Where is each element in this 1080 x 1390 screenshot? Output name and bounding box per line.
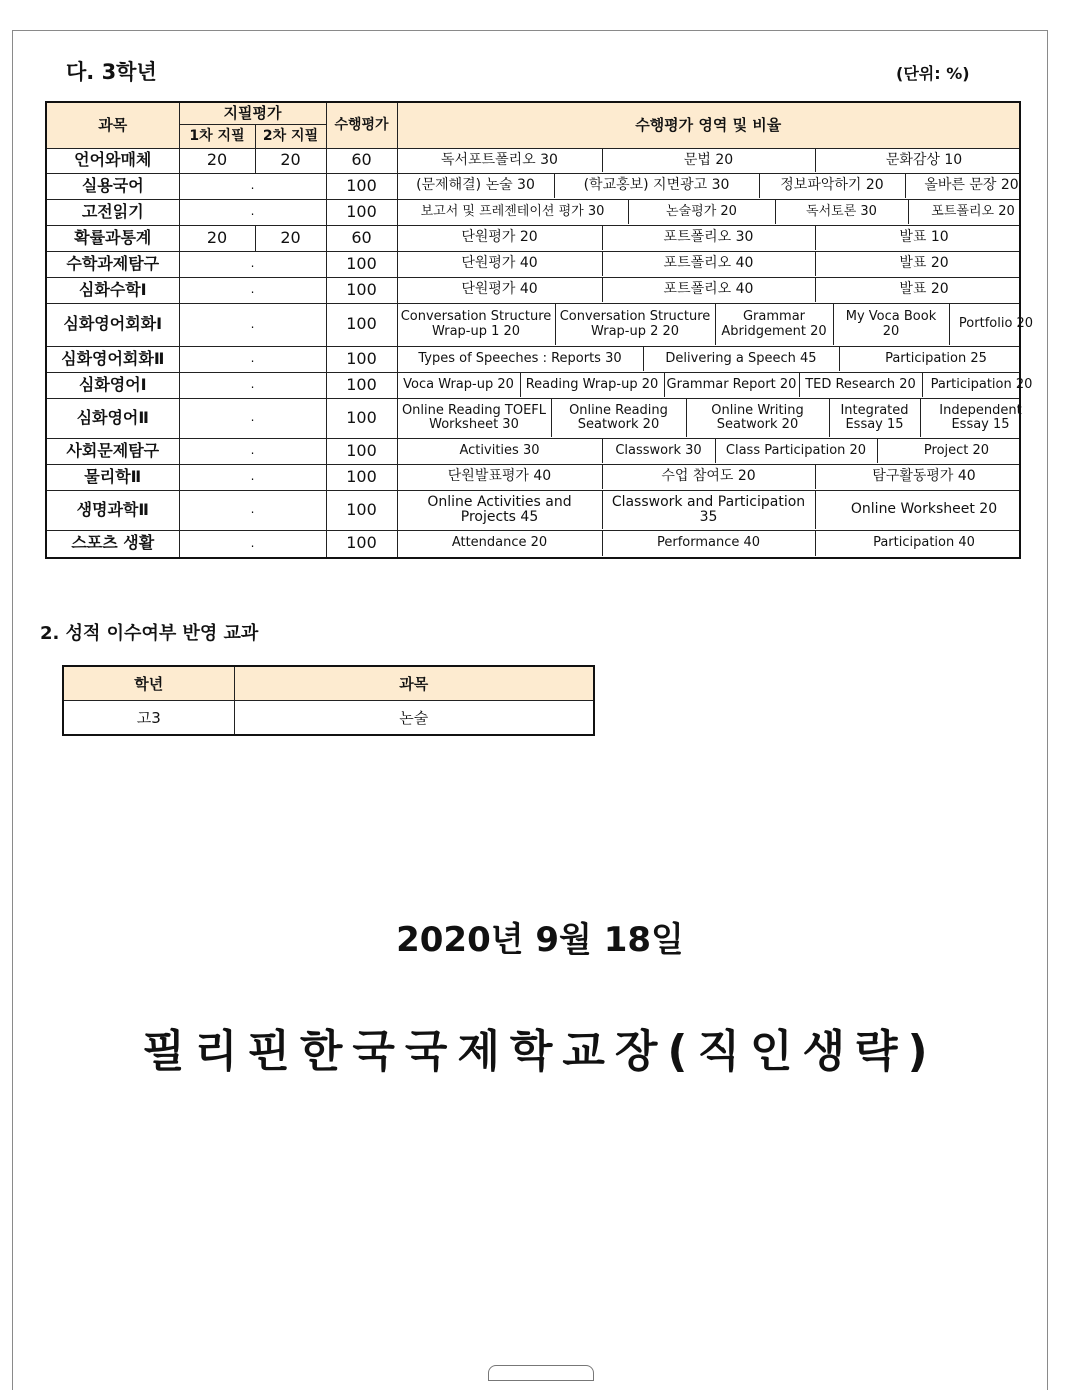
area-item: 탐구활동평가 40 <box>815 465 1033 489</box>
subject-cell: 수학과제탐구 <box>46 251 179 277</box>
subject-cell: 사회문제탐구 <box>46 438 179 464</box>
areas-cell <box>397 346 1020 372</box>
area-item: 문법 20 <box>602 149 815 172</box>
area-item: 포트폴리오 20 <box>908 200 1038 224</box>
performance-cell: 100 <box>326 251 397 277</box>
written-merged-cell: . <box>179 277 326 303</box>
performance-cell: 100 <box>326 199 397 225</box>
area-item: Reading Wrap-up 20 <box>520 373 664 397</box>
area-item: Conversation Structure Wrap-up 2 20 <box>555 304 715 345</box>
written-merged-cell: . <box>179 464 326 490</box>
subject-cell: 심화영어Ⅱ <box>46 398 179 438</box>
area-item: Participation 20 <box>922 373 1041 397</box>
area-item: 보고서 및 프레젠테이션 평가 30 <box>420 203 605 219</box>
area-item: Classwork 30 <box>602 439 715 463</box>
grade-row <box>46 225 1020 251</box>
area-item: 발표 20 <box>815 278 1033 302</box>
area-item: 독서토론 30 <box>775 200 908 224</box>
written-merged-cell: . <box>179 398 326 438</box>
performance-cell: 100 <box>326 464 397 490</box>
grade-table <box>45 101 1034 559</box>
header-first-written: 1차 지필 <box>179 124 255 148</box>
area-item: 단원발표평가 40 <box>447 468 552 485</box>
area-item: 발표 20 <box>815 252 1033 276</box>
performance-cell: 100 <box>326 398 397 438</box>
performance-cell: 60 <box>326 148 397 173</box>
areas-cell <box>397 398 1020 438</box>
grade-row <box>46 490 1020 530</box>
area-item: 논술평가 20 <box>628 200 775 224</box>
area-item: Online Activities and Projects 45 <box>427 493 572 525</box>
grade-row <box>46 173 1020 199</box>
written-merged-cell: . <box>179 251 326 277</box>
area-item: (문제해결) 논술 30 <box>416 177 535 194</box>
area-item: Performance 40 <box>602 531 815 556</box>
areas-cell <box>397 490 1020 530</box>
second-written-cell: 20 <box>255 225 326 251</box>
subject-cell: 물리학Ⅱ <box>46 464 179 490</box>
principal-signature-line: 필리핀한국국제학교장(직인생략) <box>142 1026 938 1077</box>
area-item: 문화감상 10 <box>815 149 1033 172</box>
area-item: Online Worksheet 20 <box>815 491 1033 529</box>
header-performance: 수행평가 <box>326 102 397 148</box>
performance-cell: 100 <box>326 438 397 464</box>
credit-cell-grade: 고3 <box>63 701 234 736</box>
area-item: 올바른 문장 20 <box>905 174 1038 198</box>
grade-row <box>46 464 1020 490</box>
header-areas: 수행평가 영역 및 비율 <box>397 102 1020 148</box>
credit-cell-subject: 논술 <box>234 701 594 736</box>
areas-cell <box>397 251 1020 277</box>
header-subject: 과목 <box>46 102 179 148</box>
section2-title: 2. 성적 이수여부 반영 교과 <box>40 623 259 644</box>
areas-cell <box>397 438 1020 464</box>
area-item: 정보파악하기 20 <box>759 174 905 198</box>
grade-row <box>46 346 1020 372</box>
areas-cell <box>397 464 1020 490</box>
written-merged-cell: . <box>179 173 326 199</box>
subject-cell: 고전읽기 <box>46 199 179 225</box>
subject-cell: 심화영어Ⅰ <box>46 372 179 398</box>
area-item: Types of Speeches : Reports 30 <box>418 350 622 366</box>
credit-table <box>62 665 595 736</box>
written-merged-cell: . <box>179 199 326 225</box>
grade-row <box>46 438 1020 464</box>
area-item: 포트폴리오 30 <box>602 226 815 250</box>
area-item: 단원평가 40 <box>461 281 538 298</box>
area-item: Conversation Structure Wrap-up 1 20 <box>400 309 552 339</box>
grade-row <box>46 199 1020 225</box>
area-item: Grammar Report 20 <box>664 373 799 397</box>
area-item: Online Writing Seatwork 20 <box>686 399 829 437</box>
area-item: Online Reading Seatwork 20 <box>551 399 686 437</box>
subject-cell: 확률과통계 <box>46 225 179 251</box>
grade-row <box>46 277 1020 303</box>
grade-row <box>46 251 1020 277</box>
areas-cell <box>397 372 1033 398</box>
subject-cell: 심화영어회화Ⅱ <box>46 346 179 372</box>
area-item: 단원평가 40 <box>461 255 538 272</box>
area-item: Classwork and Participation 35 <box>602 491 815 529</box>
written-merged-cell: . <box>179 303 326 346</box>
area-item: Attendance 20 <box>451 535 548 551</box>
written-merged-cell: . <box>179 372 326 398</box>
first-written-cell: 20 <box>179 225 255 251</box>
second-written-cell: 20 <box>255 148 326 173</box>
grade-row <box>46 372 1020 398</box>
page-tab-handle <box>488 1365 594 1381</box>
unit-label: (단위: %) <box>896 64 970 83</box>
subject-cell: 스포츠 생활 <box>46 530 179 558</box>
performance-cell: 100 <box>326 277 397 303</box>
area-item: Activities 30 <box>459 442 540 458</box>
grade-row <box>46 303 1020 346</box>
areas-cell <box>397 148 1020 173</box>
area-item: Online Reading TOEFL Worksheet 30 <box>401 402 547 432</box>
areas-cell <box>397 530 1020 558</box>
area-item: Project 20 <box>877 439 1036 463</box>
performance-cell: 100 <box>326 173 397 199</box>
performance-cell: 100 <box>326 490 397 530</box>
grade-row <box>46 398 1020 438</box>
performance-cell: 100 <box>326 303 397 346</box>
area-item: 단원평가 20 <box>461 229 538 246</box>
performance-cell: 100 <box>326 372 397 398</box>
written-merged-cell: . <box>179 346 326 372</box>
area-item: Integrated Essay 15 <box>829 399 920 437</box>
grade-row <box>46 530 1020 558</box>
areas-cell <box>397 303 1034 346</box>
subject-cell: 심화영어회화Ⅰ <box>46 303 179 346</box>
areas-cell <box>397 225 1020 251</box>
area-item: (학교홍보) 지면광고 30 <box>554 174 759 198</box>
area-item: Class Participation 20 <box>715 439 877 463</box>
grade-row <box>46 148 1020 173</box>
section-title: 다. 3학년 <box>66 60 157 84</box>
credit-header-grade: 학년 <box>63 666 234 701</box>
area-item: Portfolio 20 <box>949 304 1043 345</box>
area-item: TED Research 20 <box>799 373 922 397</box>
performance-cell: 100 <box>326 346 397 372</box>
areas-cell <box>397 173 1020 199</box>
performance-cell: 60 <box>326 225 397 251</box>
credit-header-subject: 과목 <box>234 666 594 701</box>
header-second-written: 2차 지필 <box>255 124 326 148</box>
subject-cell: 생명과학Ⅱ <box>46 490 179 530</box>
first-written-cell: 20 <box>179 148 255 173</box>
area-item: Independent Essay 15 <box>920 399 1041 437</box>
area-item: 수업 참여도 20 <box>602 465 815 489</box>
area-item: Voca Wrap-up 20 <box>403 376 514 392</box>
written-merged-cell: . <box>179 438 326 464</box>
header-written: 지필평가 <box>179 102 326 124</box>
subject-cell: 심화수학Ⅰ <box>46 277 179 303</box>
credit-row <box>63 701 594 736</box>
area-item: Grammar Abridgement 20 <box>715 304 833 345</box>
area-item: Participation 25 <box>839 347 1033 371</box>
document-date: 2020년 9월 18일 <box>396 920 684 960</box>
areas-cell <box>397 277 1020 303</box>
area-item: 발표 10 <box>815 226 1033 250</box>
written-merged-cell: . <box>179 530 326 558</box>
grade-table-body <box>46 148 1034 558</box>
area-item: 포트폴리오 40 <box>602 252 815 276</box>
performance-cell: 100 <box>326 530 397 558</box>
written-merged-cell: . <box>179 490 326 530</box>
area-item: 독서포트폴리오 30 <box>441 151 558 168</box>
area-item: My Voca Book 20 <box>833 304 949 345</box>
area-item: Participation 40 <box>815 531 1033 556</box>
subject-cell: 언어와매체 <box>46 148 179 173</box>
area-item: Delivering a Speech 45 <box>643 347 839 371</box>
areas-cell <box>397 199 1020 225</box>
area-item: 포트폴리오 40 <box>602 278 815 302</box>
subject-cell: 실용국어 <box>46 173 179 199</box>
